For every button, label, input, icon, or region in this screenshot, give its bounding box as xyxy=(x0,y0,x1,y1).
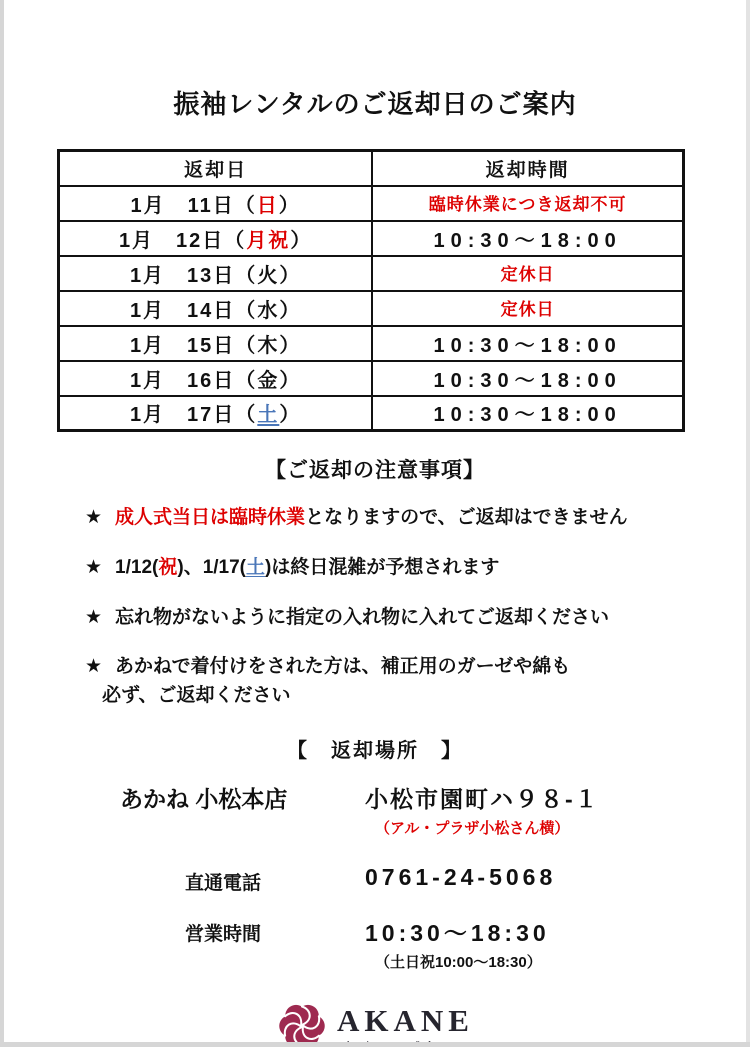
return-time-cell: 定休日 xyxy=(372,291,683,326)
location-phone-row xyxy=(0,864,750,895)
shop-name: あかね 小松本店 xyxy=(120,785,288,812)
return-time-cell: 10:30～18:00 xyxy=(372,221,683,256)
hours-label: 営業時間 xyxy=(185,923,262,945)
return-time-cell: 10:30～18:00 xyxy=(372,361,683,396)
page-edge-bottom xyxy=(0,1042,750,1047)
star-icon: ★ xyxy=(85,556,103,578)
address-note: （アル・プラザ小松さん横） xyxy=(375,819,570,837)
return-time-cell: 10:30～18:00 xyxy=(372,396,683,431)
table-row xyxy=(59,221,684,256)
table-row xyxy=(59,291,684,326)
brand-name: AKANE xyxy=(337,1003,474,1039)
brand-logo xyxy=(0,1000,750,1047)
page-title: 振袖レンタルのご返却日のご案内 xyxy=(173,89,577,119)
return-time-cell: 10:30～18:00 xyxy=(372,326,683,361)
table-row xyxy=(59,256,684,291)
notes-list xyxy=(0,506,750,708)
star-icon: ★ xyxy=(85,656,103,678)
table-header-row xyxy=(59,151,684,186)
phone-number: 0761-24-5068 xyxy=(365,863,557,890)
table-row xyxy=(59,396,684,431)
shop-address: 小松市園町ハ９８-１ （アル・プラザ小松さん横） xyxy=(365,785,600,837)
brand-flower-icon xyxy=(276,1000,328,1047)
return-date-cell: 1月 14日（水） xyxy=(59,291,373,326)
return-date-cell: 1月 16日（金） xyxy=(59,361,373,396)
list-item: ★ 1/12(祝)、1/17(土)は終日混雑が予想されます xyxy=(85,556,500,578)
return-date-cell: 1月 12日（月祝） xyxy=(59,221,373,256)
return-time-cell: 臨時休業につき返却不可 xyxy=(372,186,683,221)
return-date-cell: 1月 11日（日） xyxy=(59,186,373,221)
location-hours-row xyxy=(0,915,750,972)
table-row xyxy=(59,326,684,361)
page-edge-right xyxy=(746,0,750,1047)
location-shop-row xyxy=(0,781,750,838)
return-schedule-table xyxy=(57,149,685,432)
list-item: ★ 忘れ物がないように指定の入れ物に入れてご返却ください xyxy=(85,606,610,628)
star-icon: ★ xyxy=(85,507,103,528)
hours-note: （土日祝10:00～18:30） xyxy=(375,953,542,971)
return-time-cell: 定休日 xyxy=(372,256,683,291)
phone-label: 直通電話 xyxy=(185,872,262,894)
brand-text xyxy=(337,1005,474,1047)
business-hours: 10:30～18:30 （土日祝10:00～18:30） xyxy=(365,919,550,971)
return-date-cell: 1月 17日（土） xyxy=(59,396,373,431)
return-date-cell: 1月 13日（火） xyxy=(59,256,373,291)
table-row xyxy=(59,186,684,221)
page-edge-left xyxy=(0,0,4,1047)
return-date-cell: 1月 15日（木） xyxy=(59,326,373,361)
notes-heading: 【ご返却の注意事項】 xyxy=(265,459,485,482)
star-icon: ★ xyxy=(85,606,103,628)
return-date-header: 返却日 xyxy=(59,151,373,186)
list-item: ★ あかねで着付けをされた方は、補正用のガーゼや綿も 必ず、ご返却ください xyxy=(85,656,571,706)
return-time-header: 返却時間 xyxy=(372,151,683,186)
table-row xyxy=(59,361,684,396)
list-item: ★ 成人式当日は臨時休業となりますので、ご返却はできません xyxy=(85,507,628,528)
location-heading: 【 返却場所 】 xyxy=(287,739,463,762)
